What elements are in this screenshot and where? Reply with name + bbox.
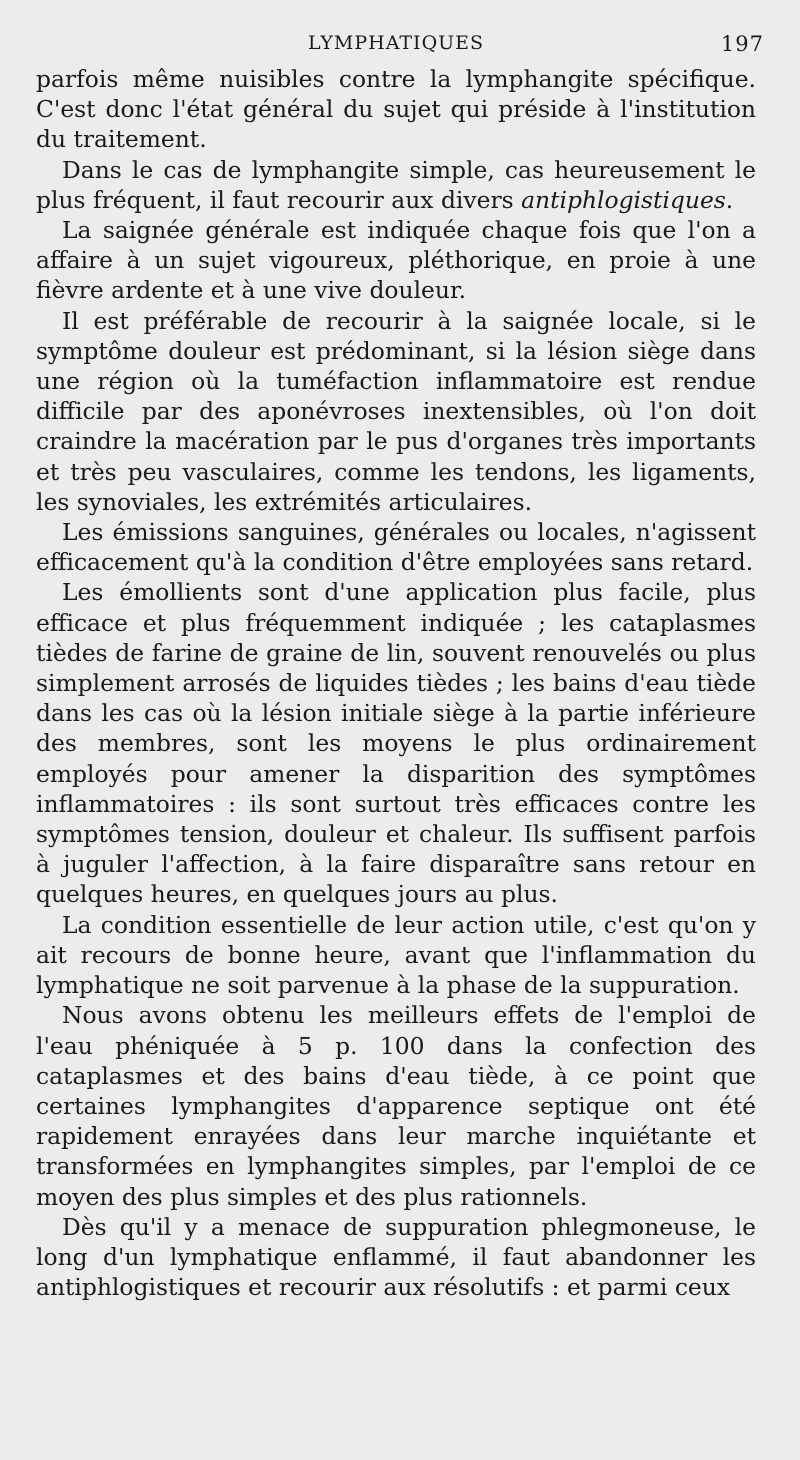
paragraph: Les émissions sanguines, générales ou locales, n'agissent efficacement qu'à la condition d'être employées sans retard.	[36, 518, 756, 577]
body-text	[36, 64, 756, 1302]
running-head	[36, 30, 764, 64]
paragraph: Nous avons obtenu les meilleurs effets de l'emploi de l'eau phéniquée à 5 p. 100 dans la confection des cataplasmes et des bains d'eau tiède, à ce point que certaines lymphangites d'apparence septique ont été rapidement enrayées dans leur marche inquiétante et transformées en lymphangites simples, par l'emploi de ce moyen des plus simples et des plus rationnels.	[36, 1001, 756, 1211]
page-number: 197	[720, 32, 764, 56]
paragraph: Il est préférable de recourir à la saignée locale, si le symptôme douleur est prédominant, si la lésion siège dans une région où la tuméfaction inflammatoire est rendue difficile par des aponévroses inextensibles, où l'on doit craindre la macération par le pus d'organes très importants et très peu vasculaires, comme les tendons, les ligaments, les synoviales, les extrémités articulaires.	[36, 306, 756, 516]
paragraph: Dès qu'il y a menace de suppuration phlegmoneuse, le long d'un lymphatique enflammé, il faut abandonner les antiphlogistiques et recourir aux résolutifs : et parmi ceux	[36, 1212, 756, 1302]
paragraph: La condition essentielle de leur action utile, c'est qu'on y ait recours de bonne heure, avant que l'inflammation du lymphatique ne soit parvenue à la phase de la suppuration.	[36, 910, 756, 1000]
paragraph: La saignée générale est indiquée chaque fois que l'on a affaire à un sujet vigoureux, pléthorique, en proie à une fièvre ardente et à une vive douleur.	[36, 216, 756, 305]
emphasized-term: antiphlogistiques	[521, 185, 726, 214]
paragraph: Les émollients sont d'une application plus facile, plus efficace et plus fréquemment indiquée ; les cataplasmes tièdes de farine de graine de lin, souvent renouvelés ou plus simplement arrosés de liquides tièdes ; les bains d'eau tiède dans les cas où la lésion initiale siège à la partie inférieure des membres, sont les moyens le plus ordinairement employés pour amener la disparition des symptômes inflammatoires : ils sont surtout très efficaces contre les symptômes tension, douleur et chaleur. Ils suffisent parfois à juguler l'affection, à la faire disparaître sans retour en quelques heures, en quelques jours au plus.	[36, 578, 756, 909]
paragraph	[36, 155, 756, 215]
running-title: LYMPHATIQUES	[307, 32, 485, 54]
paragraph-continued: parfois même nuisibles contre la lymphangite spécifique. C'est donc l'état général du sujet qui préside à l'institution du traitement.	[36, 65, 756, 154]
paragraph-text: Dans le cas de lymphangite simple, cas heureusement le plus fréquent, il faut recourir aux divers	[36, 155, 756, 214]
paragraph-text: .	[725, 185, 734, 214]
